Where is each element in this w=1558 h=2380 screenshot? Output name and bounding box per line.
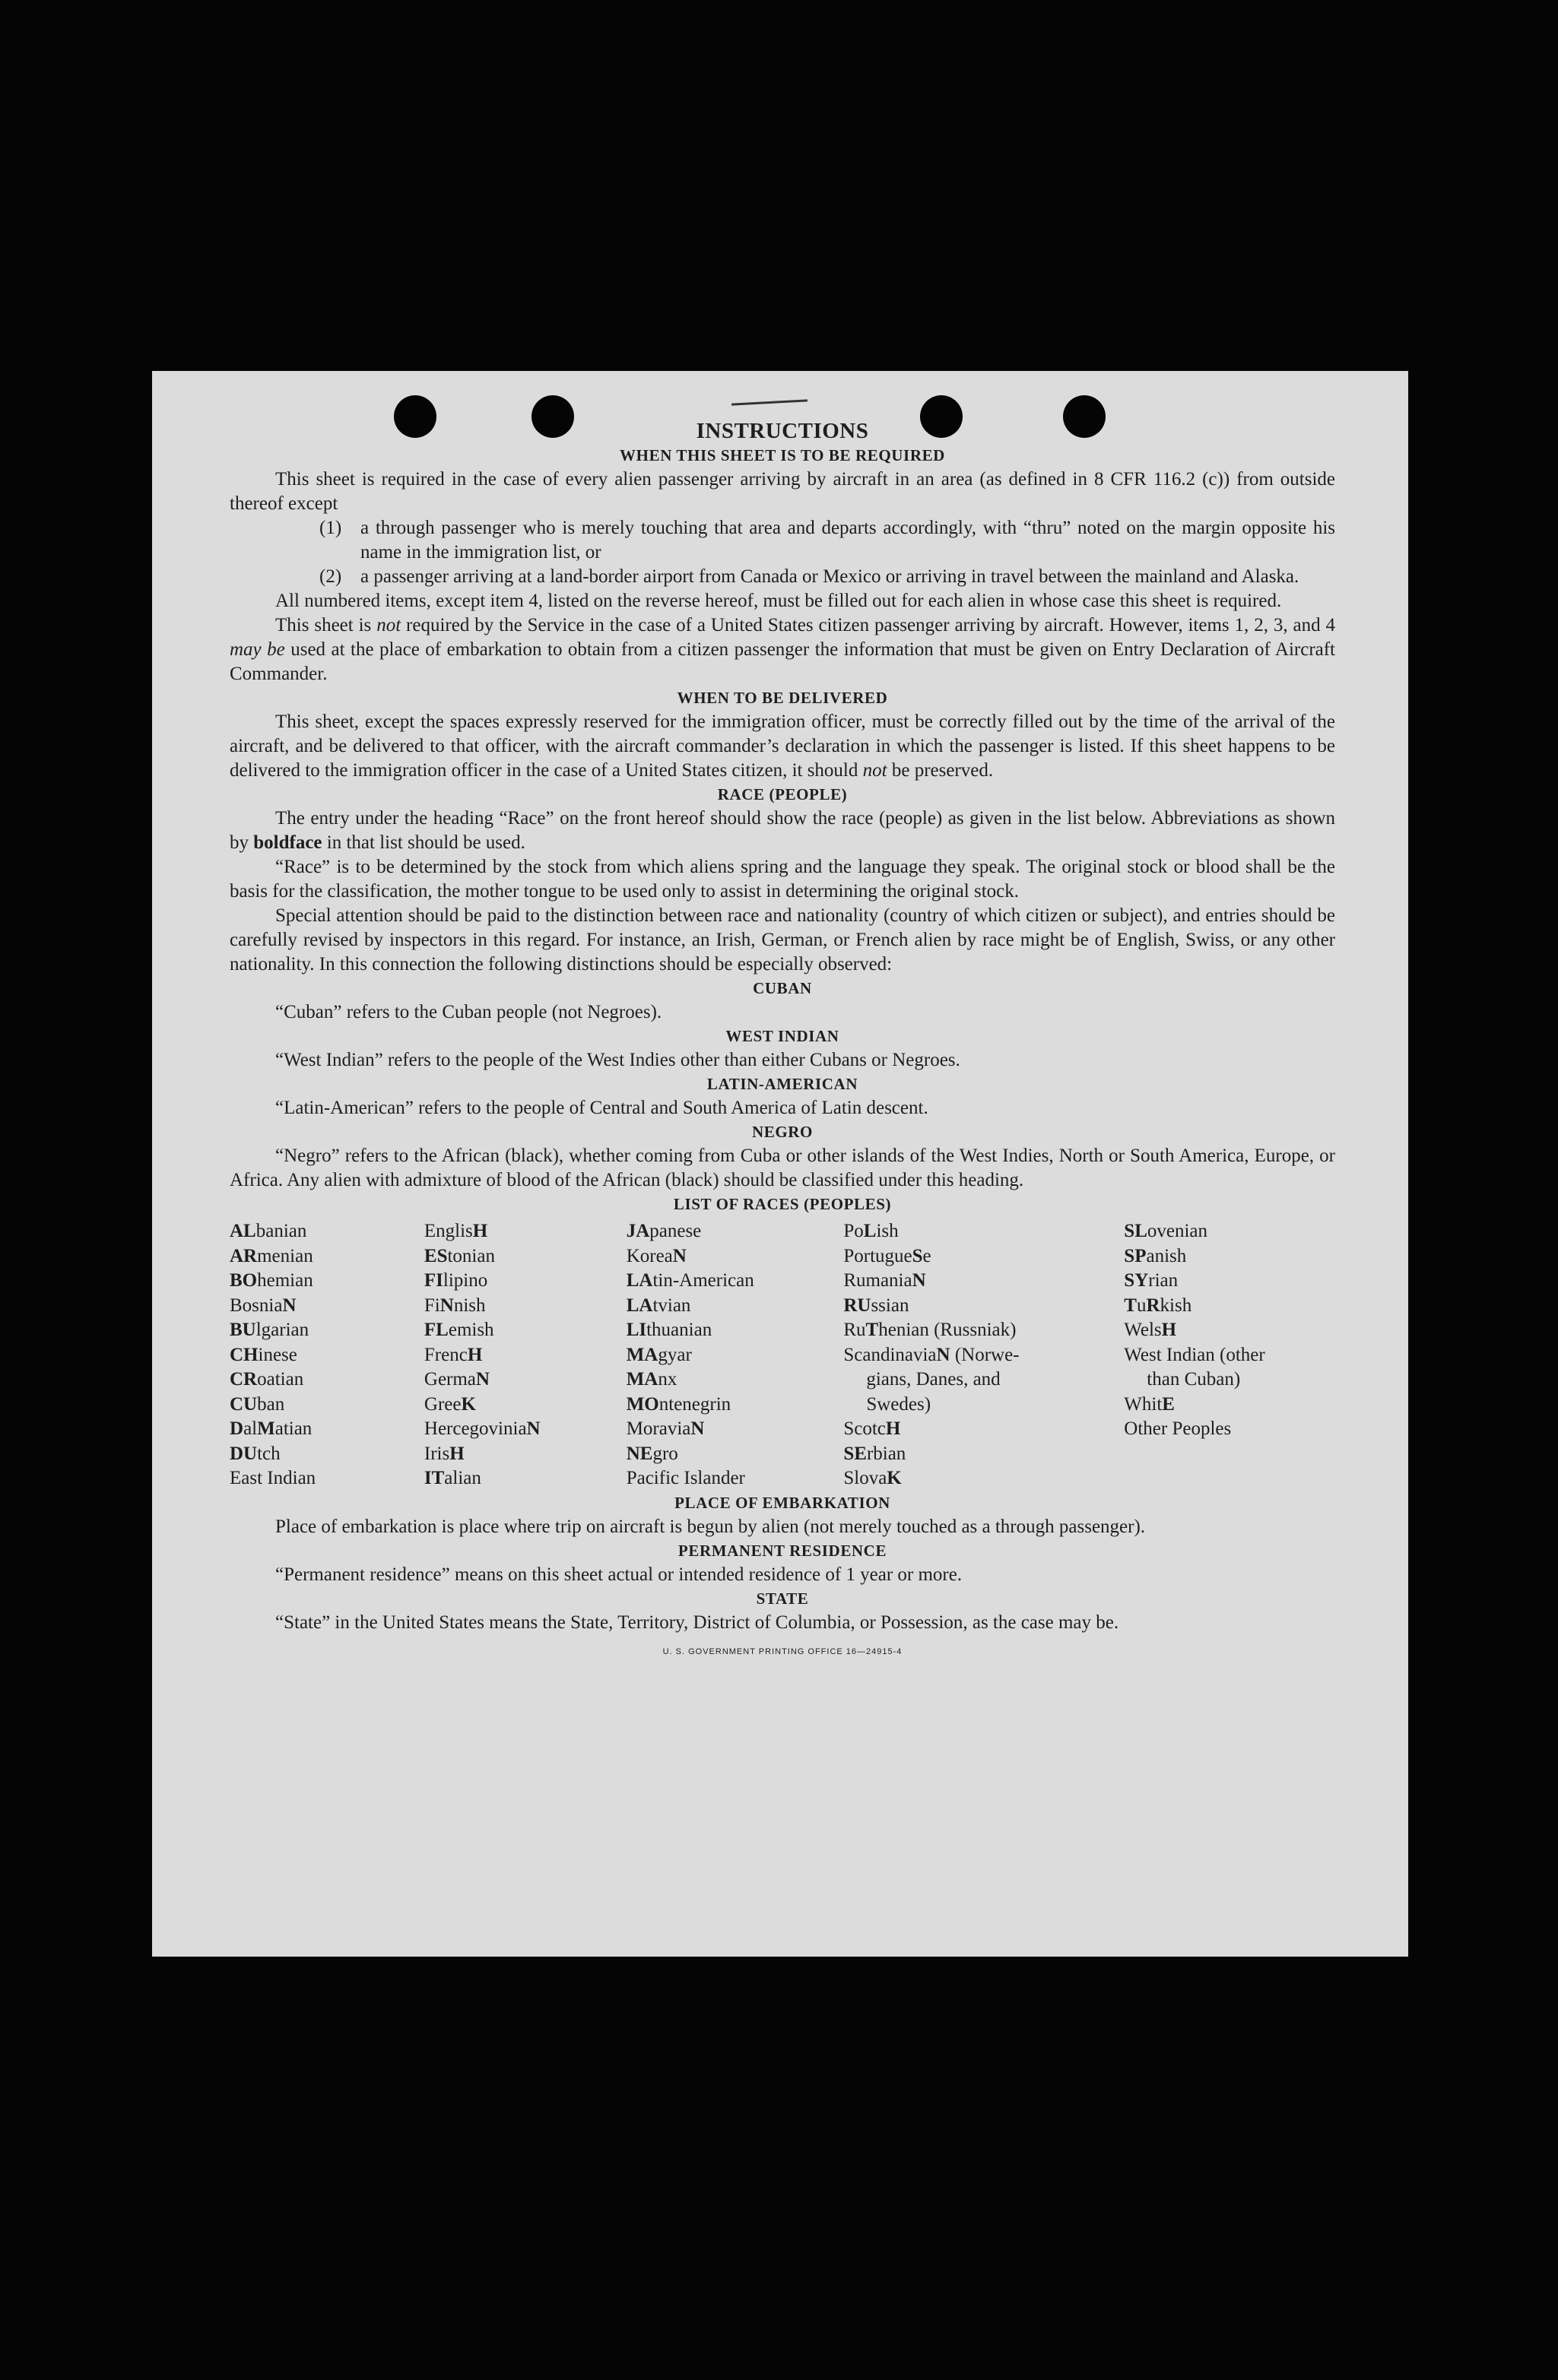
paragraph: “State” in the United States means the State, Territory, District of Columbia, or Possession, as the case may be. (275, 1611, 1119, 1633)
race-abbrev: BU (230, 1320, 256, 1340)
heading-negro: NEGRO (751, 1123, 813, 1141)
race-abbrev: CH (230, 1344, 259, 1365)
race-text: lipino (443, 1270, 488, 1291)
race-abbrev: T (865, 1320, 879, 1340)
race-entry (230, 1244, 424, 1269)
bold-run: boldface (253, 832, 322, 853)
race-abbrev: D (230, 1418, 244, 1439)
race-text: u (1136, 1295, 1147, 1316)
race-entry (230, 1343, 424, 1368)
text-run: This sheet, except the spaces expressly reserved for the immigration officer, must be correctly filled out by the time of the arrival of the aircraft, and be delivered to that officer, with the aircraft commander’s declaration in which the passenger is listed. If this sheet happens to be delivered to the immigration officer in the case of a United States citizen, it should (230, 711, 1335, 781)
race-text: Ru (843, 1320, 866, 1340)
race-text: al (243, 1418, 258, 1439)
heading-embarkation: PLACE OF EMBARKATION (674, 1493, 890, 1512)
race-entry (424, 1294, 627, 1319)
race-text: East Indian (230, 1468, 316, 1488)
race-text: West Indian (other (1124, 1344, 1265, 1365)
race-text: emish (448, 1320, 494, 1340)
race-text: (Norwe- (950, 1344, 1020, 1365)
race-abbrev: RU (843, 1295, 871, 1316)
race-text: nish (453, 1295, 486, 1316)
race-text: nx (658, 1369, 677, 1390)
race-entry (424, 1466, 627, 1491)
race-abbrev: AR (230, 1245, 258, 1266)
race-text: Wels (1124, 1320, 1162, 1340)
race-abbrev: H (449, 1443, 465, 1464)
race-entry (1124, 1343, 1335, 1368)
race-column (843, 1219, 1124, 1491)
race-column (1124, 1219, 1335, 1491)
race-text: Scandinavia (843, 1344, 937, 1365)
item-text: a through passenger who is merely touching that area and departs accordingly, with “thru” noted on the margin opposite his name in the immigration list, or (360, 518, 1335, 563)
race-abbrev: S (912, 1245, 923, 1266)
race-text: Germa (424, 1369, 476, 1390)
paragraph: “Cuban” refers to the Cuban people (not Negroes). (275, 1002, 662, 1022)
race-text: Moravia (626, 1418, 691, 1439)
race-abbrev: FL (424, 1320, 449, 1340)
race-abbrev: IT (424, 1468, 445, 1488)
race-abbrev: N (526, 1418, 541, 1439)
paragraph: All numbered items, except item 4, listed on the reverse hereof, must be filled out for each alien in whose case this sheet is required. (275, 591, 1282, 611)
race-entry (230, 1219, 424, 1244)
race-abbrev: N (672, 1245, 687, 1266)
race-text: anish (1146, 1245, 1187, 1266)
race-text: gyar (658, 1344, 692, 1365)
race-abbrev: N (282, 1295, 297, 1316)
race-entry (424, 1367, 627, 1393)
race-entry (424, 1417, 627, 1442)
race-abbrev: SY (1124, 1270, 1149, 1291)
race-entry (230, 1417, 424, 1442)
race-entry (627, 1343, 844, 1368)
race-text: gro (652, 1443, 678, 1464)
race-text: Frenc (424, 1344, 468, 1365)
punch-hole (531, 395, 574, 438)
race-text: Iris (424, 1443, 450, 1464)
race-entry (424, 1219, 627, 1244)
race-text: ovenian (1147, 1221, 1208, 1241)
race-text: Korea (626, 1245, 673, 1266)
race-abbrev: H (472, 1221, 488, 1241)
race-abbrev: FI (424, 1270, 443, 1291)
race-abbrev: T (1124, 1295, 1137, 1316)
text-run: used at the place of embarkation to obtain from a citizen passenger the information that must be given on Entry Declaration of Aircraft Commander. (230, 639, 1336, 684)
race-text: Scotc (843, 1418, 886, 1439)
race-entry (230, 1466, 424, 1491)
race-entry (1124, 1219, 1335, 1244)
race-entry (843, 1269, 1124, 1294)
race-text: Gree (424, 1393, 462, 1415)
race-entry (627, 1367, 844, 1393)
text-run: The entry under the heading “Race” on the front hereof should show the race (people) as given in the list below. Abbreviations as shown by (230, 808, 1335, 853)
race-abbrev: H (1161, 1320, 1177, 1340)
printing-office-footer: U. S. GOVERNMENT PRINTING OFFICE 16—24915-4 (662, 1646, 903, 1656)
italic-run: may be (230, 639, 285, 660)
heading-permanent-residence: PERMANENT RESIDENCE (677, 1541, 887, 1560)
race-entry (1124, 1417, 1335, 1442)
page-title: INSTRUCTIONS (696, 419, 869, 443)
race-abbrev: MA (626, 1344, 658, 1365)
race-abbrev: LA (626, 1295, 653, 1316)
race-abbrev: N (912, 1270, 926, 1291)
race-entry (843, 1343, 1124, 1368)
race-text: rbian (866, 1443, 906, 1464)
race-abbrev: LI (626, 1320, 647, 1340)
race-entry (627, 1417, 844, 1442)
race-entry (843, 1442, 1124, 1467)
race-text: tvian (652, 1295, 691, 1316)
race-text: inese (258, 1344, 297, 1365)
race-text: than Cuban) (1147, 1369, 1241, 1390)
heading-when-required: WHEN THIS SHEET IS TO BE REQUIRED (620, 446, 945, 464)
race-text: ban (257, 1393, 285, 1415)
race-abbrev: LA (626, 1270, 653, 1291)
race-entry (230, 1269, 424, 1294)
italic-run: not (862, 760, 887, 781)
item-number: (2) (319, 566, 342, 587)
race-abbrev: SL (1124, 1221, 1147, 1241)
race-text: Hercegovinia (424, 1418, 527, 1439)
race-abbrev: E (1162, 1393, 1175, 1415)
paragraph (230, 807, 1335, 855)
race-abbrev: K (461, 1393, 476, 1415)
text-run: be preserved. (887, 760, 994, 781)
race-text: ssian (871, 1295, 909, 1316)
punch-hole (1063, 395, 1106, 438)
race-entry (627, 1244, 844, 1269)
race-entry (1124, 1367, 1335, 1393)
race-entry (627, 1269, 844, 1294)
race-entry (424, 1244, 627, 1269)
paragraph: Place of embarkation is place where trip on aircraft is begun by alien (not merely touched as a through passenger). (275, 1516, 1146, 1537)
race-abbrev: MO (626, 1393, 659, 1415)
race-text: henian (Russniak) (878, 1320, 1017, 1340)
race-text: tch (257, 1443, 281, 1464)
header-dash (731, 399, 808, 405)
paragraph: This sheet is required in the case of every alien passenger arriving by aircraft in an area (as defined in 8 CFR 116.2 (c)) from outside thereof except (230, 469, 1335, 514)
race-text: rian (1148, 1270, 1179, 1291)
punch-hole (920, 395, 963, 438)
race-text: Slova (843, 1468, 887, 1488)
race-abbrev: ES (424, 1245, 448, 1266)
race-abbrev: N (690, 1418, 705, 1439)
item-text: a passenger arriving at a land-border airport from Canada or Mexico or arriving in travel between the mainland and Alaska. (360, 566, 1299, 587)
race-abbrev: NE (626, 1443, 653, 1464)
race-abbrev: DU (230, 1443, 258, 1464)
heading-list-of-races: LIST OF RACES (PEOPLES) (673, 1195, 892, 1213)
paragraph: Special attention should be paid to the distinction between race and nationality (country of which citizen or subject), and entries should be carefully revised by inspectors in this regard. For instance, an Irish, German, or French alien by race might be of English, Swiss, or any other nationality. In this connection the following distinctions should be especially observed: (230, 905, 1335, 975)
race-abbrev: CR (230, 1369, 258, 1390)
race-entry (1124, 1294, 1335, 1319)
race-text: Swedes) (866, 1393, 931, 1415)
race-abbrev: H (467, 1344, 483, 1365)
race-entry (230, 1367, 424, 1393)
race-entry (843, 1244, 1124, 1269)
race-abbrev: N (475, 1369, 490, 1390)
race-abbrev: N (936, 1344, 950, 1365)
heading-when-delivered: WHEN TO BE DELIVERED (677, 689, 888, 707)
numbered-item (230, 516, 1335, 565)
race-text: Other Peoples (1124, 1418, 1232, 1439)
race-text: banian (255, 1221, 307, 1241)
race-abbrev: JA (626, 1221, 650, 1241)
race-entry (230, 1318, 424, 1343)
text-run: required by the Service in the case of a United States citizen passenger arriving by aircraft. However, items 1, 2, 3, and 4 (401, 615, 1335, 635)
race-abbrev: BO (230, 1270, 258, 1291)
race-abbrev: L (863, 1221, 877, 1241)
race-text: kish (1160, 1295, 1192, 1316)
punch-hole (394, 395, 436, 438)
paragraph (230, 710, 1335, 783)
race-column (424, 1219, 627, 1491)
race-abbrev: M (257, 1418, 275, 1439)
italic-run: not (376, 615, 401, 635)
heading-state: STATE (756, 1589, 809, 1608)
race-text: Bosnia (230, 1295, 283, 1316)
race-column (627, 1219, 844, 1491)
heading-race: RACE (PEOPLE) (717, 785, 848, 803)
instruction-sheet (152, 371, 1408, 1957)
race-entry (230, 1294, 424, 1319)
race-text: atian (274, 1418, 313, 1439)
race-text: oatian (257, 1369, 304, 1390)
race-abbrev: AL (230, 1221, 256, 1241)
race-text: Rumania (843, 1270, 912, 1291)
race-entry (627, 1318, 844, 1343)
text-run: in that list should be used. (322, 832, 525, 853)
heading-cuban: CUBAN (753, 979, 812, 997)
race-text: Englis (424, 1221, 473, 1241)
race-entry (843, 1417, 1124, 1442)
race-entry (843, 1219, 1124, 1244)
race-text: tin-American (652, 1270, 754, 1291)
race-entry (627, 1393, 844, 1418)
race-entry (843, 1466, 1124, 1491)
race-entry (424, 1442, 627, 1467)
race-entry (627, 1294, 844, 1319)
race-abbrev: N (439, 1295, 454, 1316)
race-entry (424, 1343, 627, 1368)
race-text: tonian (447, 1245, 495, 1266)
race-text: panese (649, 1221, 702, 1241)
race-text: hemian (257, 1270, 313, 1291)
race-entry (843, 1393, 1124, 1418)
race-entry (230, 1393, 424, 1418)
race-entry (1124, 1318, 1335, 1343)
race-column (230, 1219, 424, 1491)
race-text: Whit (1124, 1393, 1163, 1415)
race-abbrev: CU (230, 1393, 258, 1415)
race-entry (230, 1442, 424, 1467)
race-text: Pacific Islander (626, 1468, 745, 1488)
race-text: lgarian (255, 1320, 309, 1340)
paragraph: “Latin-American” refers to the people of Central and South America of Latin descent. (275, 1098, 928, 1118)
race-entry (424, 1318, 627, 1343)
race-entry (1124, 1244, 1335, 1269)
paragraph (230, 613, 1335, 686)
race-entry (627, 1442, 844, 1467)
race-text: ish (876, 1221, 899, 1241)
heading-west-indian: WEST INDIAN (725, 1027, 839, 1045)
race-abbrev: SE (843, 1443, 867, 1464)
race-text: Fi (424, 1295, 440, 1316)
race-text: thuanian (646, 1320, 712, 1340)
numbered-item (230, 565, 1335, 589)
race-text: e (922, 1245, 931, 1266)
race-entry (843, 1367, 1124, 1393)
race-text: gians, Danes, and (866, 1369, 1001, 1390)
race-abbrev: K (887, 1468, 902, 1488)
race-entry (627, 1219, 844, 1244)
race-list (230, 1219, 1335, 1491)
race-entry (1124, 1393, 1335, 1418)
race-text: ntenegrin (658, 1393, 731, 1415)
race-text: menian (257, 1245, 313, 1266)
text-run: This sheet is (275, 615, 377, 635)
race-abbrev: SP (1124, 1245, 1147, 1266)
race-abbrev: MA (626, 1369, 658, 1390)
race-abbrev: H (885, 1418, 901, 1439)
paragraph: “Negro” refers to the African (black), whether coming from Cuba or other islands of the West Indies, North or South America, Europe, or Africa. Any alien with admixture of blood of the African (black) should be classified under this heading. (230, 1146, 1335, 1190)
race-text: alian (444, 1468, 481, 1488)
race-entry (1124, 1269, 1335, 1294)
item-number: (1) (319, 518, 342, 538)
race-entry (424, 1269, 627, 1294)
race-text: Portugue (843, 1245, 912, 1266)
race-abbrev: R (1146, 1295, 1160, 1316)
race-entry (843, 1318, 1124, 1343)
paragraph: “Permanent residence” means on this sheet actual or intended residence of 1 year or more. (275, 1564, 963, 1585)
heading-latin-american: LATIN-AMERICAN (706, 1075, 858, 1093)
paragraph: “West Indian” refers to the people of the West Indies other than either Cubans or Negroes. (275, 1050, 960, 1070)
paragraph: “Race” is to be determined by the stock from which aliens spring and the language they speak. The original stock or blood shall be the basis for the classification, the mother tongue to be used only to assist in determining the original stock. (230, 857, 1335, 902)
race-entry (843, 1294, 1124, 1319)
race-entry (424, 1393, 627, 1418)
race-entry (627, 1466, 844, 1491)
race-text: Po (843, 1221, 864, 1241)
